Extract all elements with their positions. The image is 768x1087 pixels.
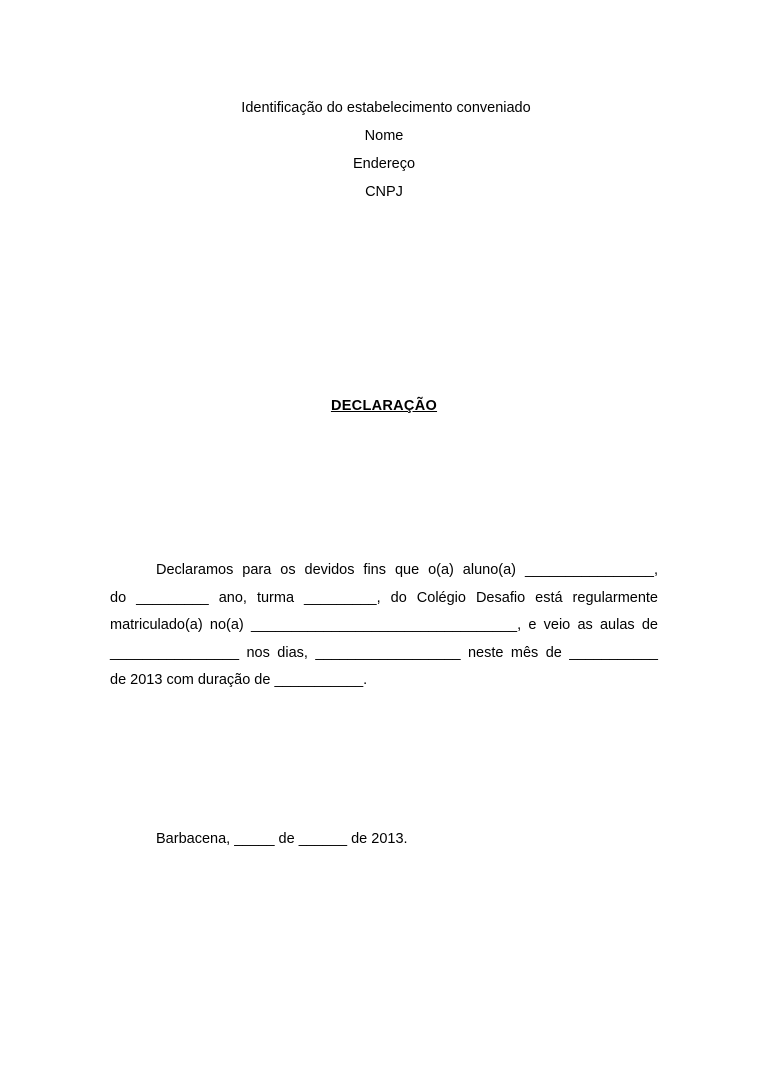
institution-identification: Identificação do estabelecimento conveniado xyxy=(241,100,531,116)
institution-address-label: Endereço xyxy=(352,156,416,172)
declaration-line-2: do _________ ano, turma _________, do Colégio Desafio está regularmente xyxy=(110,590,658,606)
institution-name-label: Nome xyxy=(364,128,404,144)
declaration-line-3: matriculado(a) no(a) _________________________________, e veio as aulas de xyxy=(110,617,658,633)
document-title: DECLARAÇÃO xyxy=(330,398,438,414)
declaration-line-1: Declaramos para os devidos fins que o(a) aluno(a) ________________, xyxy=(156,562,658,578)
declaration-line-4: ________________ nos dias, __________________ neste mês de ___________ xyxy=(110,645,658,661)
declaration-line-5: de 2013 com duração de ___________. xyxy=(110,672,368,688)
place-and-date: Barbacena, _____ de ______ de 2013. xyxy=(156,831,408,847)
institution-cnpj-label: CNPJ xyxy=(365,184,403,200)
